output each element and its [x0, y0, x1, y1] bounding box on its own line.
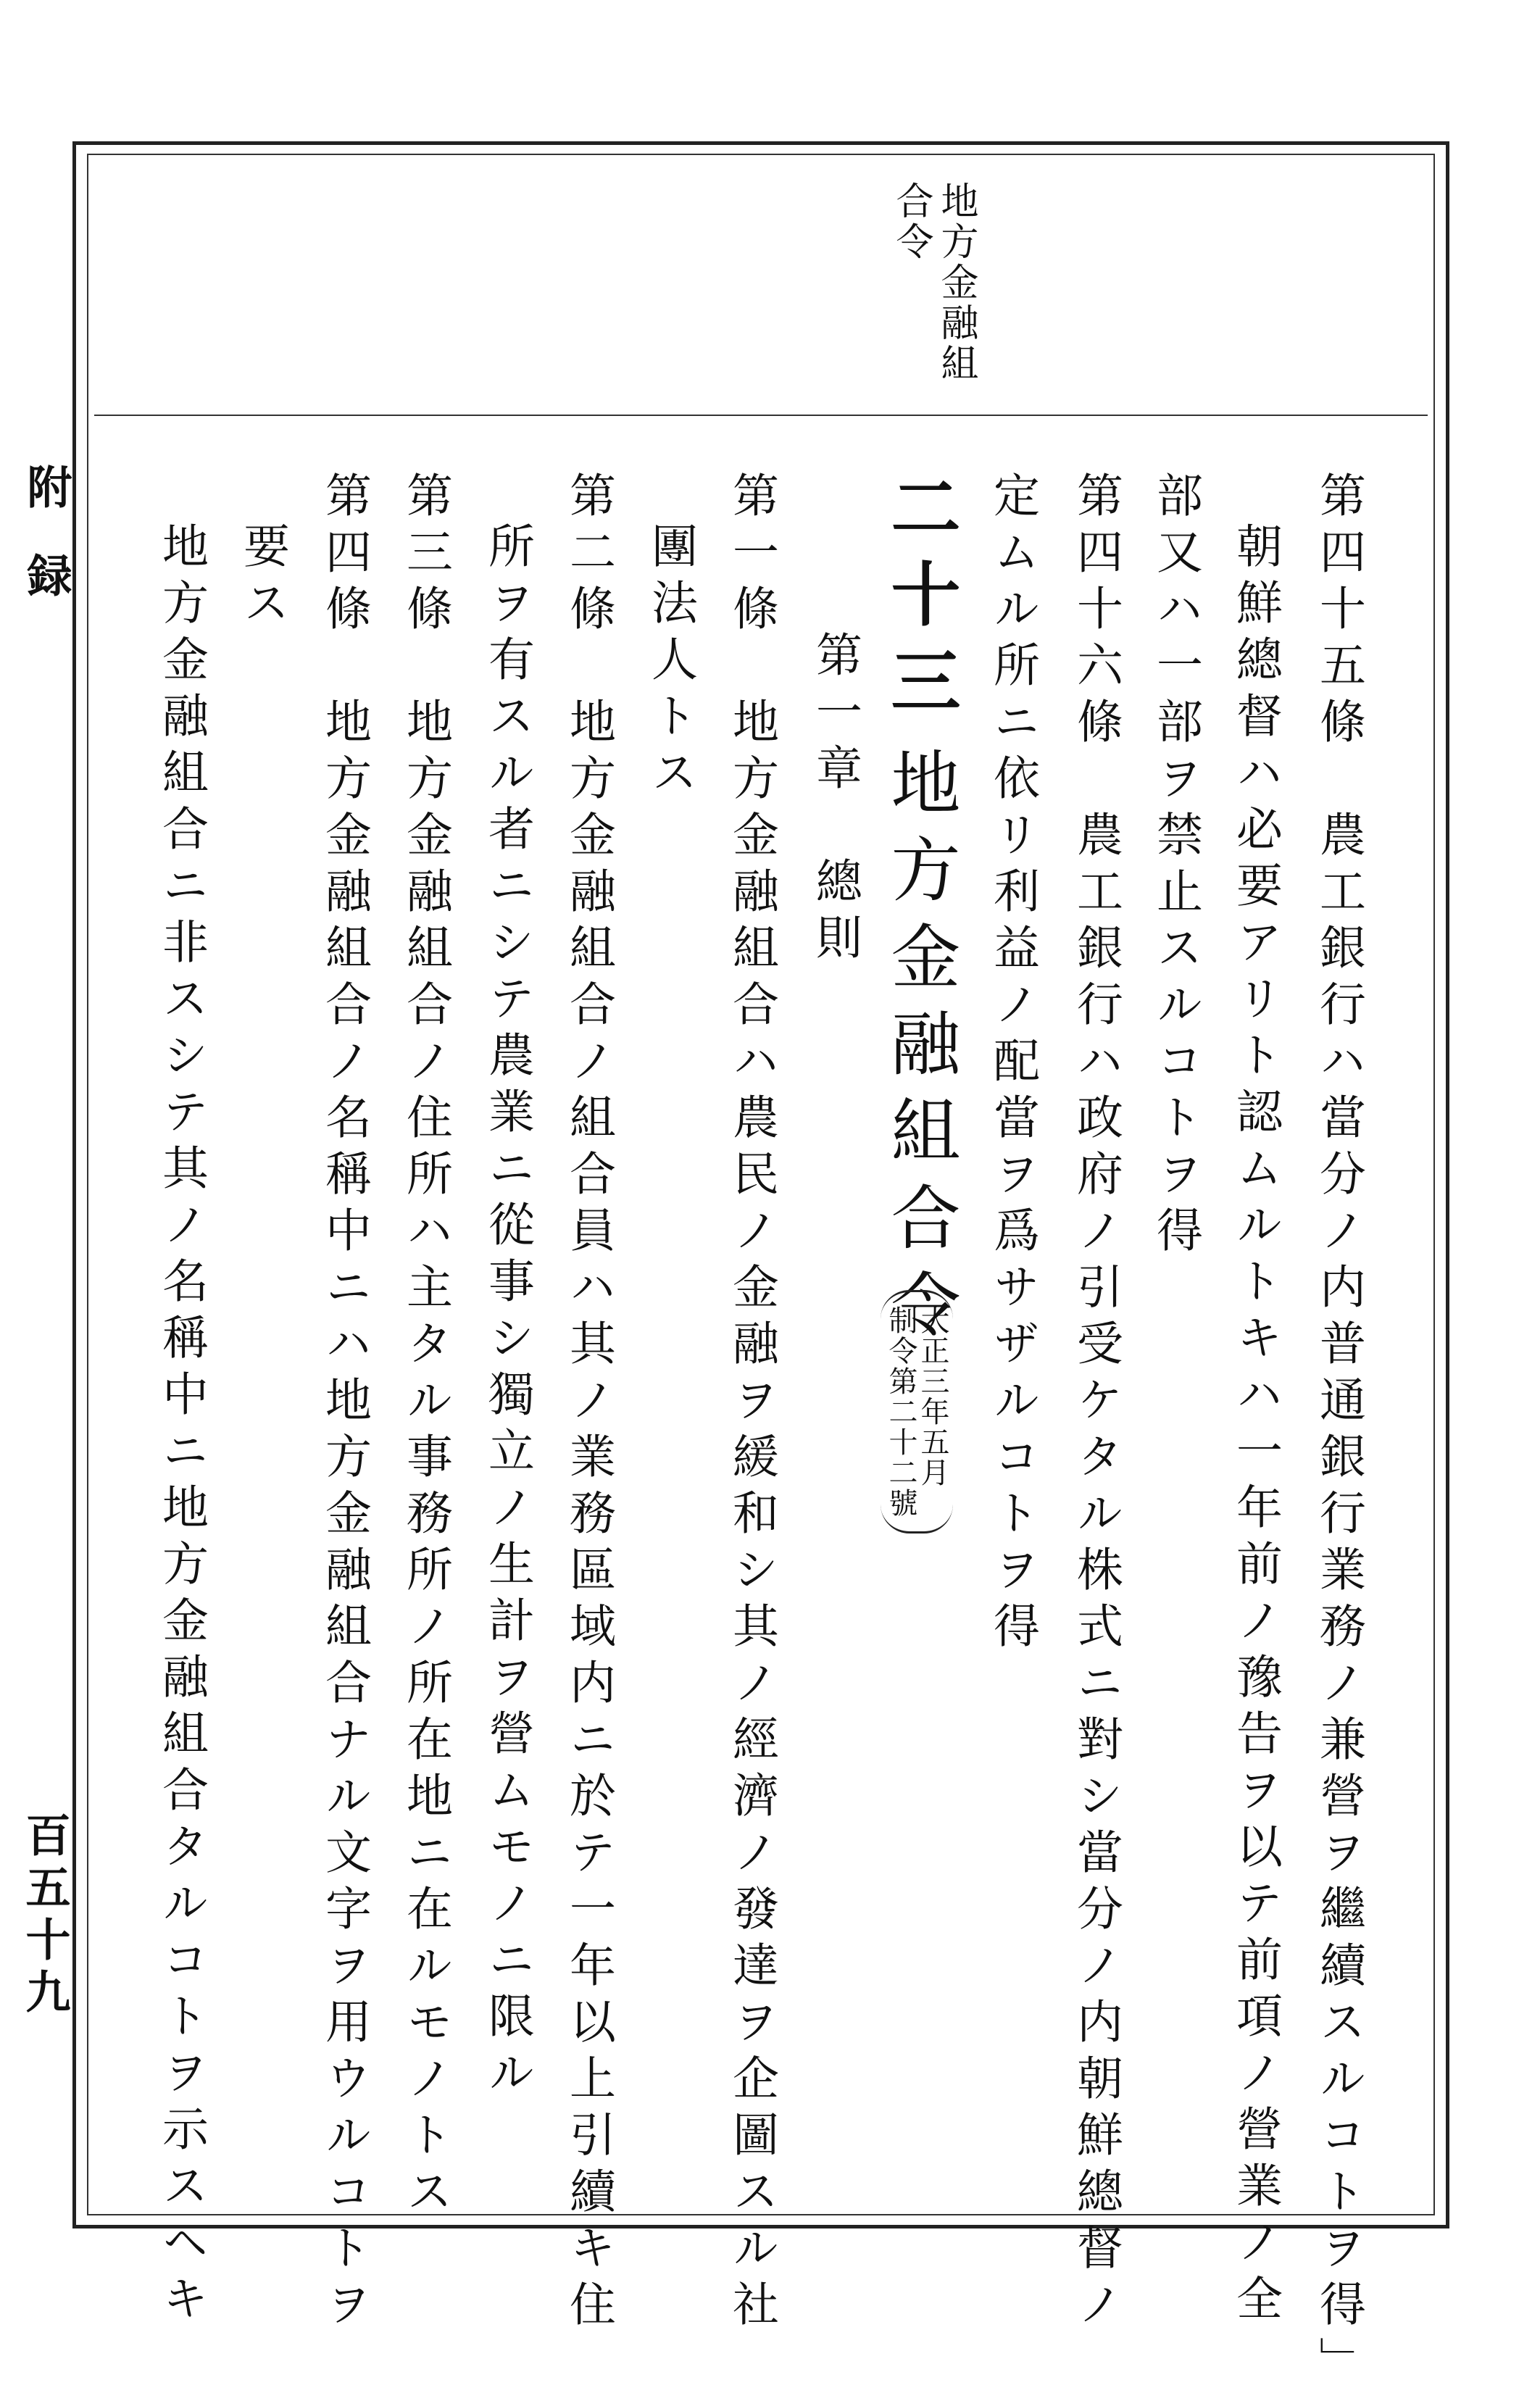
- chapter-heading: 第一章 總則: [808, 630, 862, 970]
- article-4-cont: 要ス: [236, 522, 289, 635]
- law-title: 地方金融組合令: [880, 746, 961, 1355]
- article-3: 第三條 地方金融組合ノ住所ハ主タル事務所ノ所在地ニ在ルモノトス: [399, 471, 452, 2223]
- prev-article-45-para2-cont: 部又ハ一部ヲ禁止スルコトヲ得: [1149, 471, 1202, 1262]
- article-2: 第二條 地方金融組合ノ組合員ハ其ノ業務區域内ニ於テ一年以上引續キ住: [562, 471, 615, 2336]
- prev-article-45-para2: 朝鮮總督ハ必要アリト認ムルトキハ一年前ノ豫告ヲ以テ前項ノ營業ノ全: [1228, 522, 1282, 2331]
- enactment-note-line2: 制令第二十二號: [884, 1305, 917, 1518]
- enactment-note-line1: 大正三年五月: [916, 1305, 949, 1488]
- law-number: 二十三: [880, 471, 962, 732]
- running-header-line1: 地方金融組: [934, 181, 978, 384]
- article-4-para2: 地方金融組合ニ非スシテ其ノ名稱中ニ地方金融組合タルコトヲ示スヘキ: [154, 522, 208, 2331]
- running-header: [884, 181, 978, 399]
- prev-article-45: 第四十五條 農工銀行ハ當分ノ内普通銀行業務ノ兼營ヲ繼續スルコトヲ得」: [1312, 471, 1365, 2393]
- article-1-cont: 團法人トス: [644, 522, 697, 804]
- article-2-cont: 所ヲ有スル者ニシテ農業ニ從事シ獨立ノ生計ヲ營ムモノニ限ル: [480, 522, 534, 2105]
- margin-section-label: 附録: [20, 464, 72, 641]
- prev-article-46-cont: 定ムル所ニ依リ利益ノ配當ヲ爲サザルコトヲ得: [986, 471, 1039, 1658]
- article-4: 第四條 地方金融組合ノ名稱中ニハ地方金融組合ナル文字ヲ用ウルコトヲ: [317, 471, 371, 2336]
- running-header-line2: 合令: [889, 181, 933, 262]
- header-divider: [94, 415, 1428, 416]
- page-number: 百五十九: [18, 1812, 71, 2020]
- enactment-note: [881, 1290, 953, 1533]
- article-1: 第一條 地方金融組合ハ農民ノ金融ヲ緩和シ其ノ經濟ノ發達ヲ企圖スル社: [725, 471, 778, 2336]
- prev-article-46: 第四十六條 農工銀行ハ政府ノ引受ケタル株式ニ對シ當分ノ内朝鮮總督ノ: [1069, 471, 1123, 2336]
